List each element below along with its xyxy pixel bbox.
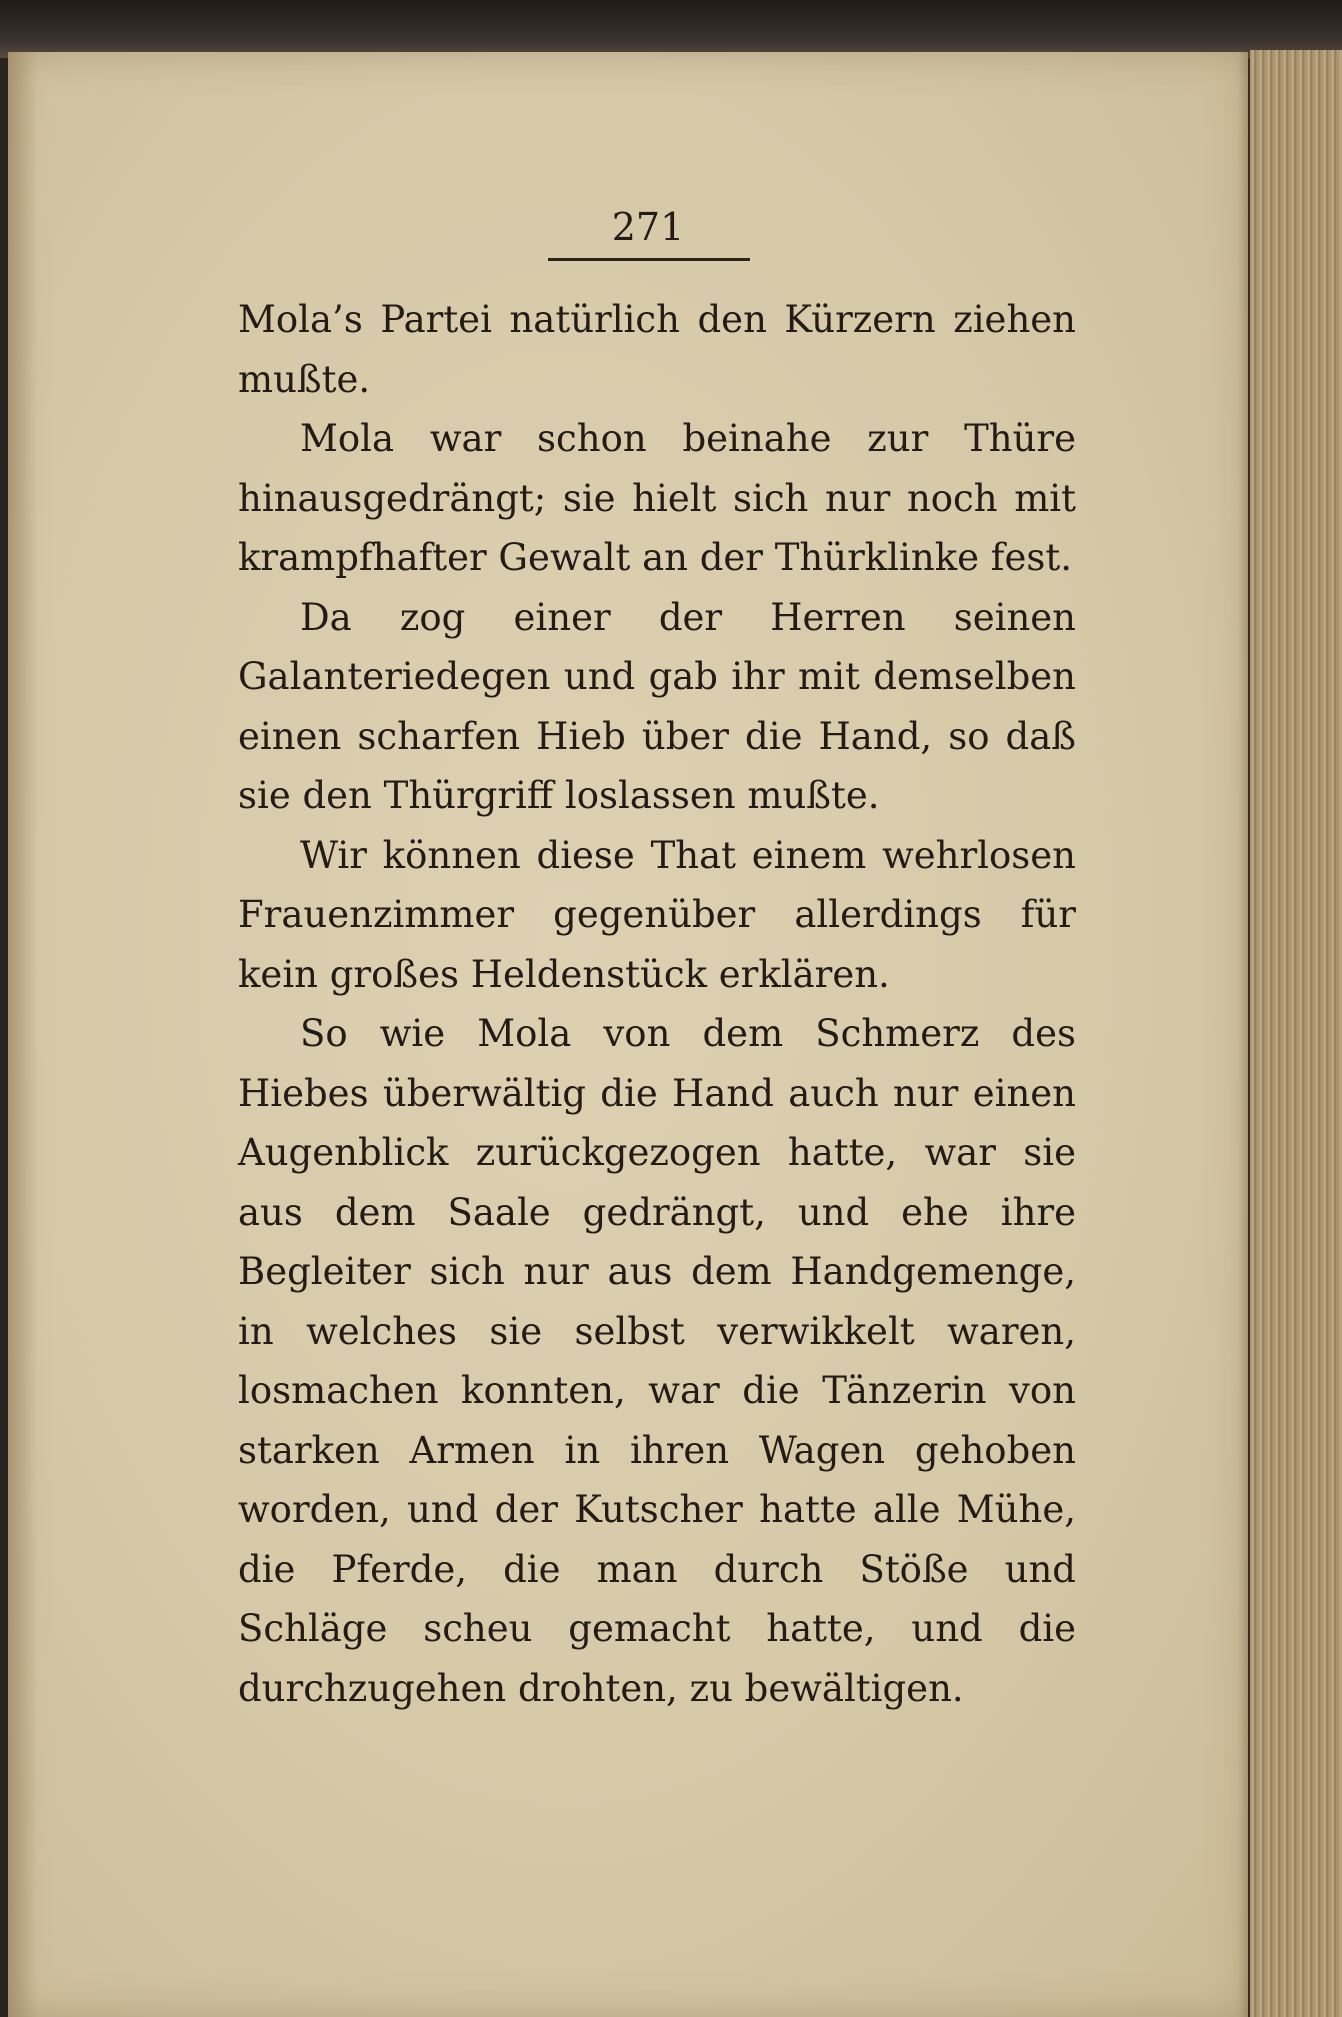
book-top-edge [0, 0, 1342, 58]
page-number: 271 [611, 205, 685, 249]
paragraph: Wir können diese That einem wehrlosen Frauenzimmer gegenüber allerdings für kein großes Heldenstück erklären. [238, 833, 1076, 996]
paragraph: So wie Mola von dem Schmerz des Hiebes überwältig die Hand auch nur einen Augenblick zurückgezogen hatte, war sie aus dem Saale gedrängt, und ehe ihre Begleiter sich nur aus dem Handgemenge, in welches sie selbst verwikkelt waren, losmachen konnten, war die Tänzerin von starken Armen in ihren Wagen gehoben worden, und der Kutscher hatte alle Mühe, die Pferde, die man durch Stöße und Schläge scheu gemacht hatte, und die durchzugehen drohten, zu bewältigen. [238, 1012, 1076, 1710]
body-text [238, 290, 1076, 1718]
paragraph: Mola war schon beinahe zur Thüre hinausgedrängt; sie hielt sich nur noch mit krampfhafter Gewalt an der Thürklinke fest. [238, 417, 1076, 579]
paragraph: Da zog einer der Herren seinen Galanteriedegen und gab ihr mit demselben einen scharfen Hieb über die Hand, so daß sie den Thürgriff loslassen mußte. [238, 595, 1076, 817]
header-rule [548, 258, 750, 261]
page-block-fore-edge [1250, 50, 1342, 2017]
paragraph-continued: Mola’s Partei natürlich den Kürzern ziehen mußte. [238, 298, 1076, 401]
page-gutter-shadow [8, 52, 38, 2017]
